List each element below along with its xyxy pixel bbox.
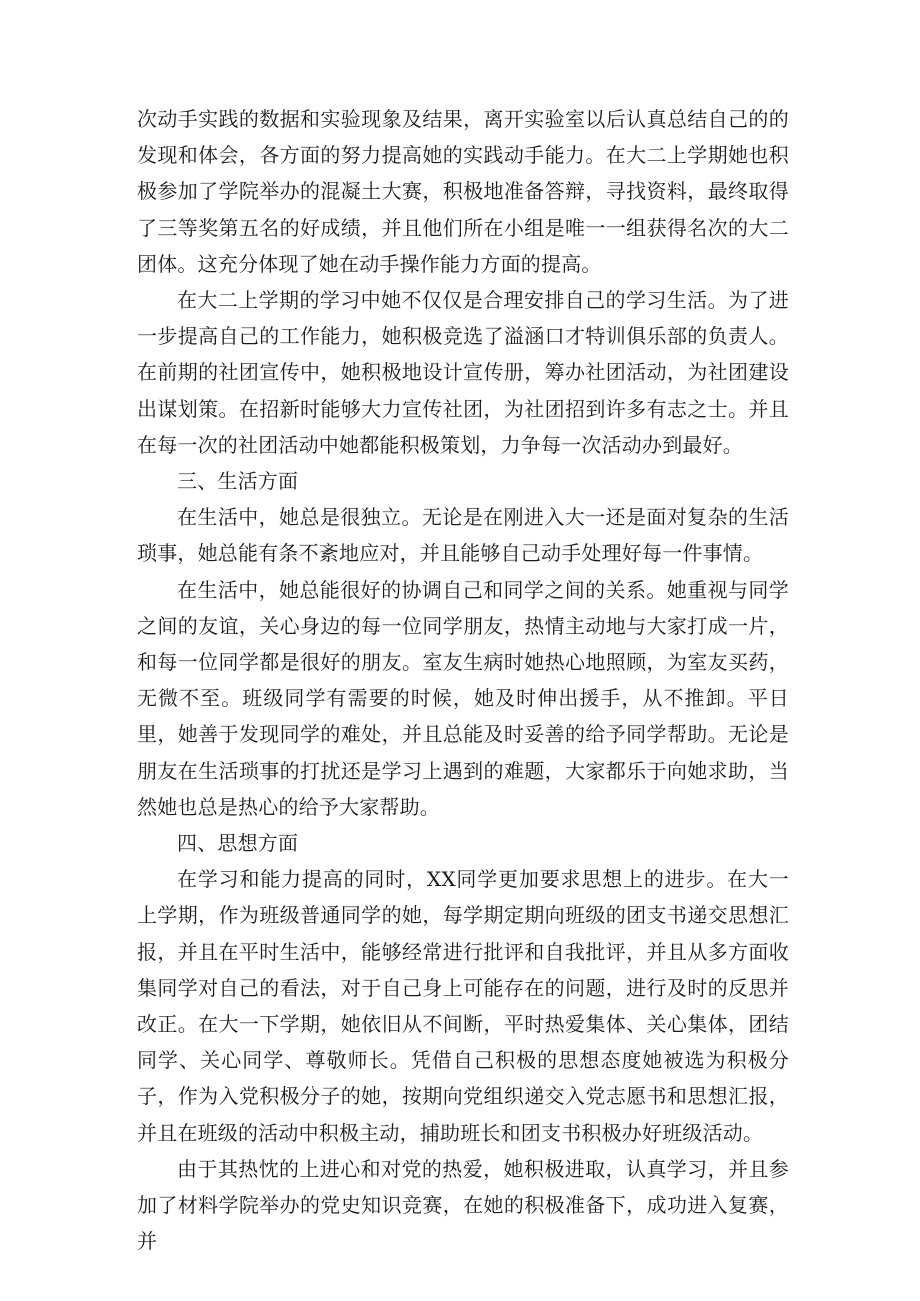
paragraph: 在学习和能力提高的同时，XX同学更加要求思想上的进步。在大一上学期，作为班级普通同学的她，每学期定期向班级的团支书递交思想汇报，并且在平时生活中，能够经常进行批评和自我批评，并且从多方面收集同学对自己的看法，对于自己身上可能存在的问题，进行及时的反思并改正。在大一下学期，她依旧从不间断，平时热爱集体、关心集体，团结同学、关心同学、尊敬师长。凭借自己积极的思想态度她被选为积极分子，作为入党积极分子的她，按期向党组织递交入党志愿书和思想汇报，并且在班级的活动中积极主动，捕助班长和团支书积极办好班级活动。 bbox=[137, 867, 789, 1145]
document-body bbox=[137, 101, 789, 1260]
paragraph: 在生活中，她总能很好的协调自己和同学之间的关系。她重视与同学之间的友谊，关心身边的每一位同学朋友，热情主动地与大家打成一片，和每一位同学都是很好的朋友。室友生病时她热心地照顾，为室友买药，无微不至。班级同学有需要的时候，她及时伸出援手，从不推卸。平日里，她善于发现同学的难处，并且总能及时妥善的给予同学帮助。无论是朋友在生活琐事的打扰还是学习上遇到的难题，大家都乐于向她求助，当然她也总是热心的给予大家帮助。 bbox=[137, 577, 789, 819]
section-heading: 三、生活方面 bbox=[177, 469, 299, 494]
paragraph-continuation: 次动手实践的数据和实验现象及结果，离开实验室以后认真总结自己的的发现和体会，各方面的努力提高她的实践动手能力。在大二上学期她也积极参加了学院举办的混凝土大赛，积极地准备答辩，寻找资料，最终取得了三等奖第五名的好成绩，并且他们所在小组是唯一一组获得名次的大二团体。这充分体现了她在动手操作能力方面的提高。 bbox=[137, 107, 789, 276]
paragraph: 在大二上学期的学习中她不仅仅是合理安排自己的学习生活。为了进一步提高自己的工作能力，她积极竞选了溢涵口才特训俱乐部的负责人。在前期的社团宣传中，她积极地设计宣传册，筹办社团活动，为社团建设出谋划策。在招新时能够大力宣传社团，为社团招到许多有志之士。并且在每一次的社团活动中她都能积极策划，力争每一次活动办到最好。 bbox=[137, 288, 789, 457]
section-heading: 四、思想方面 bbox=[177, 831, 299, 856]
paragraph: 在生活中，她总是很独立。无论是在刚进入大一还是面对复杂的生活琐事，她总能有条不紊地应对，并且能够自己动手处理好每一件事情。 bbox=[137, 505, 789, 566]
paragraph: 由于其热忱的上进心和对党的热爱，她积极进取，认真学习，并且参加了材料学院举办的党史知识竞赛，在她的积极准备下，成功进入复赛，并 bbox=[137, 1156, 789, 1254]
